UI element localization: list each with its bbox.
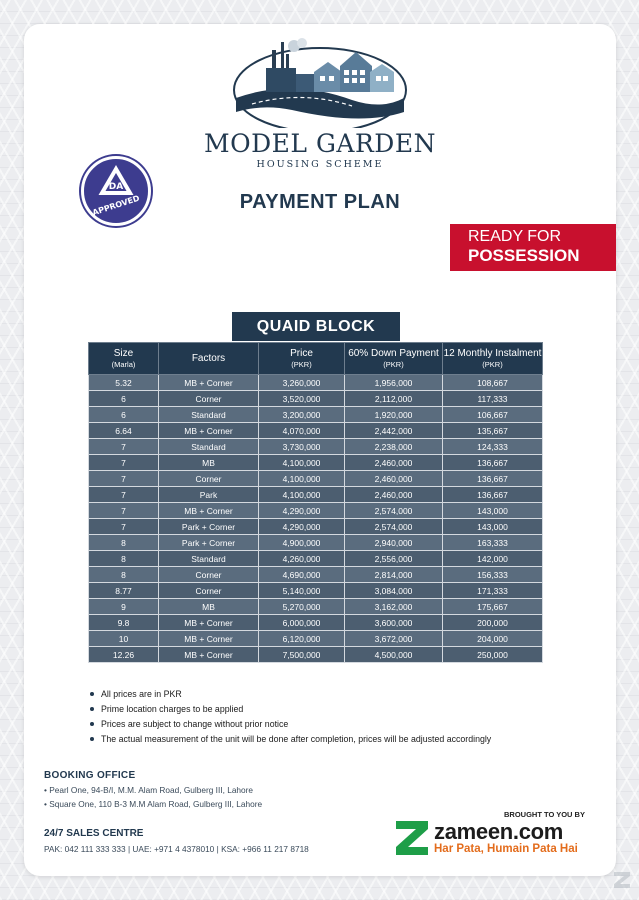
table-cell: 3,520,000	[259, 391, 345, 407]
table-cell: 2,460,000	[345, 471, 443, 487]
table-cell: 1,956,000	[345, 375, 443, 391]
table-cell: Park + Corner	[159, 535, 259, 551]
column-header	[345, 343, 443, 375]
table-cell: 4,100,000	[259, 455, 345, 471]
table-cell: 7	[89, 455, 159, 471]
column-header-unit: (PKR)	[383, 359, 404, 369]
skyline-logo-icon	[232, 38, 408, 128]
column-header	[259, 343, 345, 375]
table-cell: 3,600,000	[345, 615, 443, 631]
table-body	[89, 375, 543, 663]
table-cell: 136,667	[443, 455, 543, 471]
table-cell: 3,200,000	[259, 407, 345, 423]
table-cell: 8	[89, 567, 159, 583]
table-cell: 8.77	[89, 583, 159, 599]
model-garden-logo	[24, 38, 616, 170]
table-cell: 12.26	[89, 647, 159, 663]
table-cell: 2,460,000	[345, 487, 443, 503]
table-cell: 136,667	[443, 487, 543, 503]
zameen-corner-icon	[612, 870, 632, 890]
table-cell: MB + Corner	[159, 423, 259, 439]
table-cell: 2,442,000	[345, 423, 443, 439]
table-cell: 6.64	[89, 423, 159, 439]
table-cell: 2,574,000	[345, 503, 443, 519]
table-cell: 250,000	[443, 647, 543, 663]
table-cell: Corner	[159, 583, 259, 599]
table-cell: 7	[89, 503, 159, 519]
table-cell: 6,000,000	[259, 615, 345, 631]
table-row	[89, 551, 543, 567]
table-cell: 2,460,000	[345, 455, 443, 471]
column-header-label: 12 Monthly Instalment	[443, 347, 542, 359]
table-cell: Corner	[159, 471, 259, 487]
table-cell: 117,333	[443, 391, 543, 407]
booking-office	[44, 770, 262, 809]
table-cell: 4,900,000	[259, 535, 345, 551]
zameen-logo[interactable]	[394, 819, 594, 859]
table-cell: 3,162,000	[345, 599, 443, 615]
note-item: Prices are subject to change without prior notice	[88, 717, 568, 732]
table-row	[89, 503, 543, 519]
table-cell: 2,556,000	[345, 551, 443, 567]
table-cell: MB	[159, 455, 259, 471]
table-cell: MB + Corner	[159, 375, 259, 391]
table-cell: 9	[89, 599, 159, 615]
logo-title: MODEL GARDEN	[204, 129, 436, 158]
table-cell: 106,667	[443, 407, 543, 423]
table-cell: 6	[89, 391, 159, 407]
table-row	[89, 407, 543, 423]
table-cell: 4,100,000	[259, 471, 345, 487]
table-cell: 5,270,000	[259, 599, 345, 615]
table-cell: 7,500,000	[259, 647, 345, 663]
table-cell: Standard	[159, 439, 259, 455]
table-cell: 156,333	[443, 567, 543, 583]
table-cell: 7	[89, 471, 159, 487]
table-cell: Standard	[159, 407, 259, 423]
table-cell: 175,667	[443, 599, 543, 615]
table-cell: 163,333	[443, 535, 543, 551]
table-row	[89, 535, 543, 551]
table-cell: 204,000	[443, 631, 543, 647]
table-cell: MB + Corner	[159, 503, 259, 519]
table-row	[89, 487, 543, 503]
table-cell: 143,000	[443, 519, 543, 535]
table-cell: MB + Corner	[159, 615, 259, 631]
table-cell: 136,667	[443, 471, 543, 487]
table-row	[89, 375, 543, 391]
table-row	[89, 631, 543, 647]
table-cell: 2,238,000	[345, 439, 443, 455]
banner-line-2: POSSESSION	[468, 246, 580, 265]
table-cell: 4,100,000	[259, 487, 345, 503]
column-header	[159, 343, 259, 375]
table-row	[89, 455, 543, 471]
table-cell: MB + Corner	[159, 647, 259, 663]
table-cell: 143,000	[443, 503, 543, 519]
note-item: The actual measurement of the unit will be done after completion, prices will be adjusted accordingly	[88, 732, 568, 747]
table-cell: 2,814,000	[345, 567, 443, 583]
page-title: PAYMENT PLAN	[239, 191, 401, 213]
table-cell: Park	[159, 487, 259, 503]
column-header	[89, 343, 159, 375]
table-header-row	[89, 343, 543, 375]
sales-centre	[44, 828, 309, 854]
badge-text: APPROVED	[91, 193, 141, 218]
table-cell: Park + Corner	[159, 519, 259, 535]
table-cell: 7	[89, 519, 159, 535]
table-cell: 6,120,000	[259, 631, 345, 647]
table-cell: 200,000	[443, 615, 543, 631]
column-header-unit: (PKR)	[482, 359, 503, 369]
table-cell: 4,290,000	[259, 519, 345, 535]
table-cell: 8	[89, 535, 159, 551]
table-cell: 7	[89, 439, 159, 455]
table-cell: 7	[89, 487, 159, 503]
table-row	[89, 391, 543, 407]
logo-subtitle: HOUSING SCHEME	[256, 159, 384, 170]
column-header-label: Price	[290, 347, 313, 359]
table-cell: Corner	[159, 567, 259, 583]
table-cell: 124,333	[443, 439, 543, 455]
booking-address: • Pearl One, 94-B/I, M.M. Alam Road, Gulberg III, Lahore	[44, 785, 254, 795]
table-cell: 135,667	[443, 423, 543, 439]
column-header-unit: (Marla)	[111, 359, 136, 369]
column-header-label: Size	[113, 347, 134, 359]
sales-phone-numbers: PAK: 042 111 333 333 | UAE: +971 4 4378010 | KSA: +966 11 217 8718	[44, 844, 309, 854]
table-cell: 142,000	[443, 551, 543, 567]
table-cell: 10	[89, 631, 159, 647]
table-cell: 4,500,000	[345, 647, 443, 663]
block-title: QUAID BLOCK	[232, 312, 400, 341]
banner-line-1: READY FOR	[468, 228, 562, 245]
brought-to-you-label: BROUGHT TO YOU BY	[504, 810, 585, 819]
column-header-label: 60% Down Payment	[348, 347, 439, 359]
note-item: Prime location charges to be applied	[88, 702, 568, 717]
table-cell: 4,290,000	[259, 503, 345, 519]
table-cell: MB + Corner	[159, 631, 259, 647]
table-cell: 6	[89, 407, 159, 423]
table-cell: 8	[89, 551, 159, 567]
table-cell: Standard	[159, 551, 259, 567]
sales-heading: 24/7 SALES CENTRE	[44, 828, 144, 839]
table-cell: 2,574,000	[345, 519, 443, 535]
table-cell: 2,940,000	[345, 535, 443, 551]
svg-text:DA: DA	[108, 182, 124, 192]
table-cell: 3,260,000	[259, 375, 345, 391]
note-item: All prices are in PKR	[88, 687, 568, 702]
table-cell: 4,260,000	[259, 551, 345, 567]
table-cell: 2,112,000	[345, 391, 443, 407]
table-cell: 5.32	[89, 375, 159, 391]
column-header	[443, 343, 543, 375]
zameen-z-icon	[394, 819, 430, 857]
payment-table	[88, 342, 542, 663]
table-cell: 3,084,000	[345, 583, 443, 599]
booking-address: • Square One, 110 B-3 M.M Alam Road, Gulberg III, Lahore	[44, 799, 263, 809]
table-cell: 108,667	[443, 375, 543, 391]
table-row	[89, 583, 543, 599]
table-cell: 3,672,000	[345, 631, 443, 647]
table-row	[89, 439, 543, 455]
table-cell: 4,690,000	[259, 567, 345, 583]
table-row	[89, 647, 543, 663]
notes-list	[88, 687, 568, 747]
column-header-unit: (PKR)	[291, 359, 312, 369]
table-cell: 1,920,000	[345, 407, 443, 423]
table-cell: 5,140,000	[259, 583, 345, 599]
table-row	[89, 471, 543, 487]
table-row	[89, 615, 543, 631]
flyer-card	[24, 24, 616, 876]
table-row	[89, 519, 543, 535]
ready-for-possession-banner	[450, 224, 616, 271]
table-cell: 9.8	[89, 615, 159, 631]
table-row	[89, 599, 543, 615]
table-row	[89, 423, 543, 439]
table-cell: 171,333	[443, 583, 543, 599]
zameen-tagline: Har Pata, Humain Pata Hai	[434, 843, 578, 855]
booking-heading: BOOKING OFFICE	[44, 770, 136, 781]
table-cell: 3,730,000	[259, 439, 345, 455]
table-cell: 4,070,000	[259, 423, 345, 439]
table-cell: Corner	[159, 391, 259, 407]
column-header-label: Factors	[191, 353, 226, 364]
zameen-name: zameen.com	[434, 819, 564, 844]
table-row	[89, 567, 543, 583]
table-cell: MB	[159, 599, 259, 615]
